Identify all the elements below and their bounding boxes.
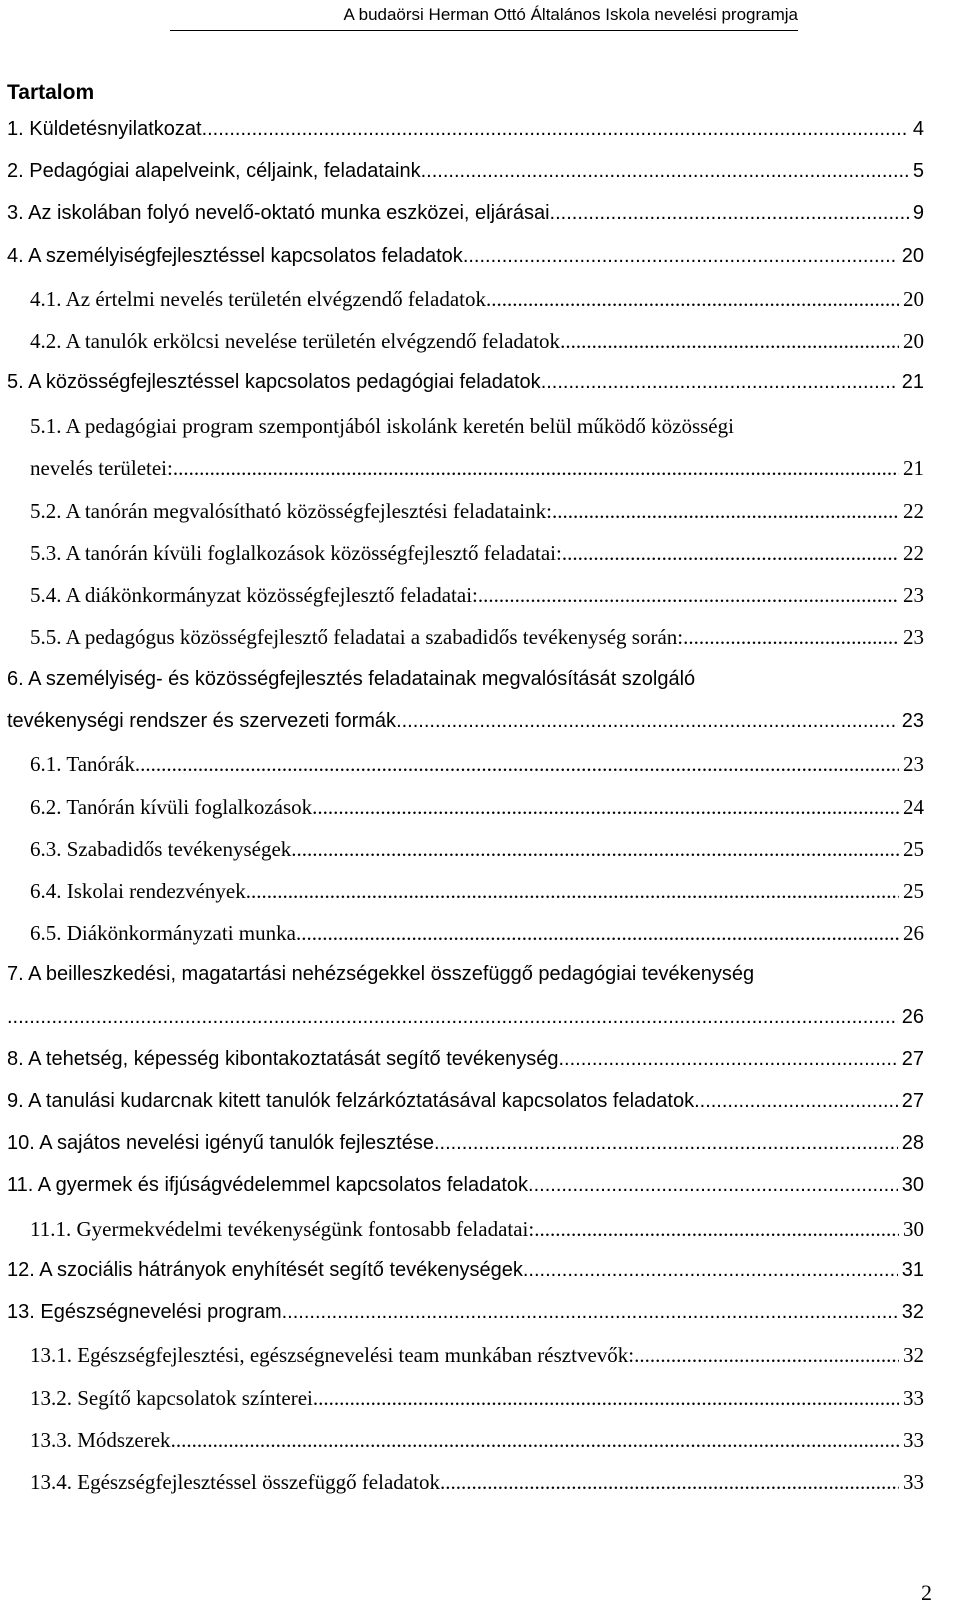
dot-leader [313,1386,899,1411]
toc-entry-page: 25 [903,837,924,861]
toc-subentry[interactable] [30,795,924,820]
toc-entry-page: 20 [901,245,924,267]
toc-entry[interactable] [7,1259,924,1282]
dot-leader [528,1174,898,1197]
toc-entry-text: 4.1. Az értelmi nevelés területén elvégzendő feladatok [30,287,486,311]
toc-entry-page: 25 [903,879,924,903]
toc-entry-text: 6.2. Tanórán kívüli foglalkozások [30,795,313,819]
toc-entry-text: 11.1. Gyermekvédelmi tevékenységünk fontosabb feladatai: [30,1217,535,1241]
toc-entry-page: 27 [901,1048,924,1070]
toc-entry-text: tevékenységi rendszer és szervezeti formák [7,710,397,732]
dot-leader [552,499,899,524]
page-number: 2 [921,1580,932,1605]
toc-entry-page: 33 [903,1470,924,1494]
toc-entry-page: 23 [903,583,924,607]
dot-leader [291,837,899,862]
toc-entry-text: 5.5. A pedagógus közösségfejlesztő feladatai a szabadidős tevékenység során: [30,625,684,649]
dot-leader [421,160,909,183]
toc-subentry[interactable] [30,329,924,354]
dot-leader [523,1259,898,1282]
toc-entry-text: 5. A közösségfejlesztéssel kapcsolatos pedagógiai feladatok [7,371,541,393]
dot-leader [396,710,898,733]
dot-leader [694,1090,898,1113]
dot-leader [135,752,899,777]
dot-leader [171,1428,899,1453]
toc-entry-page: 22 [903,541,924,565]
toc-entry[interactable] [7,118,924,141]
toc-entry-text: 10. A sajátos nevelési igényű tanulók fejlesztése [7,1132,434,1154]
running-header-title: A budaörsi Herman Ottó Általános Iskola nevelési programja [343,5,798,24]
toc-subentry[interactable] [30,1217,924,1242]
dot-leader [683,625,899,650]
toc-entry-page: 30 [903,1217,924,1241]
toc-subentry[interactable] [30,625,924,650]
dot-leader [434,1132,898,1155]
dot-leader [550,202,909,225]
toc-subentry[interactable] [30,921,924,946]
dot-leader [296,921,899,946]
toc-entry-text: 4. A személyiségfejlesztéssel kapcsolatos feladatok [7,245,463,267]
toc-entry[interactable] [7,1090,924,1113]
dot-leader [534,1217,899,1242]
toc-entry-text: 6.3. Szabadidős tevékenységek [30,837,292,861]
toc-entry-text: 11. A gyermek és ifjúságvédelemmel kapcsolatos feladatok [7,1174,529,1196]
dot-leader [478,583,899,608]
toc-entry-page: 30 [901,1174,924,1196]
toc-entry[interactable] [7,1301,924,1324]
toc-entry-text: 5.2. A tanórán megvalósítható közösségfejlesztési feladataink: [30,499,552,523]
toc-entry[interactable] [7,1132,924,1155]
toc-entry[interactable] [7,202,924,225]
toc-entry-page: 24 [903,795,924,819]
toc-entry-text: nevelés területei: [30,456,173,480]
dot-leader [312,795,899,820]
toc-subentry[interactable] [30,499,924,524]
toc-entry-page: 23 [903,752,924,776]
toc-entry-text: 12. A szociális hátrányok enyhítését segítő tevékenységek [7,1259,523,1281]
toc-entry-page: 20 [903,287,924,311]
toc-subentry[interactable] [30,1386,924,1411]
toc-subentry[interactable] [30,1470,924,1495]
toc-entry-page: 32 [903,1343,924,1367]
toc-entry-line1[interactable]: 7. A beilleszkedési, magatartási nehézségekkel összefüggő pedagógiai tevékenység [7,963,755,985]
toc-subentry[interactable] [30,456,924,481]
toc-entry[interactable] [7,1048,924,1071]
toc-entry-text: 6.5. Diákönkormányzati munka [30,921,296,945]
dot-leader [463,245,898,268]
toc-entry[interactable] [7,245,924,268]
toc-entry-page: 27 [901,1090,924,1112]
toc-subentry[interactable] [30,541,924,566]
toc-entry-text: 4.2. A tanulók erkölcsi nevelése területén elvégzendő feladatok [30,329,561,353]
toc-entry-page: 5 [912,160,924,182]
toc-entry[interactable] [7,1006,924,1029]
toc-entry-text: 13.4. Egészségfejlesztéssel összefüggő feladatok [30,1470,440,1494]
toc-entry[interactable] [7,1174,924,1197]
dot-leader [562,541,899,566]
toc-subentry[interactable] [30,752,924,777]
toc-entry-line1[interactable]: 6. A személyiség- és közösségfejlesztés feladatainak megvalósítását szolgáló [7,668,696,690]
toc-entry-text: 8. A tehetség, képesség kibontakoztatását segítő tevékenység [7,1048,559,1070]
toc-entry-text: 6.4. Iskolai rendezvények [30,879,246,903]
toc-subentry-line1[interactable]: 5.1. A pedagógiai program szempontjából iskolánk keretén belül működő közösségi [30,414,734,438]
toc-entry-page: 21 [903,456,924,480]
toc-entry-text: 13.2. Segítő kapcsolatok színterei [30,1386,313,1410]
dot-leader [486,287,899,312]
toc-entry-page: 9 [912,202,924,224]
dot-leader [558,1048,897,1071]
toc-entry-page: 21 [901,371,924,393]
dot-leader [173,456,899,481]
toc-entry-text: 13.3. Módszerek [30,1428,171,1452]
dot-leader [7,1006,898,1029]
toc-entry[interactable] [7,371,924,394]
toc-entry-page: 23 [901,710,924,732]
toc-entry-text: 5.3. A tanórán kívüli foglalkozások közösségfejlesztő feladatai: [30,541,562,565]
toc-subentry[interactable] [30,837,924,862]
toc-entry-page: 28 [901,1132,924,1154]
toc-subentry[interactable] [30,583,924,608]
toc-subentry[interactable] [30,1428,924,1453]
toc-entry-text: 3. Az iskolában folyó nevelő-oktató munka eszközei, eljárásai [7,202,550,224]
toc-entry-page: 23 [903,625,924,649]
toc-subentry[interactable] [30,1343,924,1368]
toc-entry-page: 32 [901,1301,924,1323]
dot-leader [634,1343,899,1368]
toc-entry-page: 22 [903,499,924,523]
dot-leader [202,118,909,141]
toc-subentry[interactable] [30,879,924,904]
toc-entry-page: 31 [901,1259,924,1281]
dot-leader [282,1301,898,1324]
toc-entry-text: 9. A tanulási kudarcnak kitett tanulók felzárkóztatásával kapcsolatos feladatok [7,1090,695,1112]
dot-leader [560,329,899,354]
running-header [170,4,798,31]
toc-entry-page: 33 [903,1428,924,1452]
toc-entry-text: 13.1. Egészségfejlesztési, egészségnevelési team munkában résztvevők: [30,1343,635,1367]
toc-entry-page: 26 [901,1006,924,1028]
toc-entry-text: 5.4. A diákönkormányzat közösségfejlesztő feladatai: [30,583,478,607]
toc-entry-text: 13. Egészségnevelési program [7,1301,282,1323]
toc-entry-page: 20 [903,329,924,353]
dot-leader [440,1470,899,1495]
toc-entry-page: 26 [903,921,924,945]
dot-leader [541,371,898,394]
toc-entry[interactable] [7,710,924,733]
toc-entry-text: 1. Küldetésnyilatkozat [7,118,202,140]
toc-entry-text: 2. Pedagógiai alapelveink, céljaink, feladataink [7,160,421,182]
toc-entry-text: 6.1. Tanórák [30,752,135,776]
toc-entry[interactable] [7,160,924,183]
toc-title: Tartalom [7,81,95,104]
toc-entry-page: 4 [912,118,924,140]
dot-leader [246,879,899,904]
toc-subentry[interactable] [30,287,924,312]
toc-entry-page: 33 [903,1386,924,1410]
